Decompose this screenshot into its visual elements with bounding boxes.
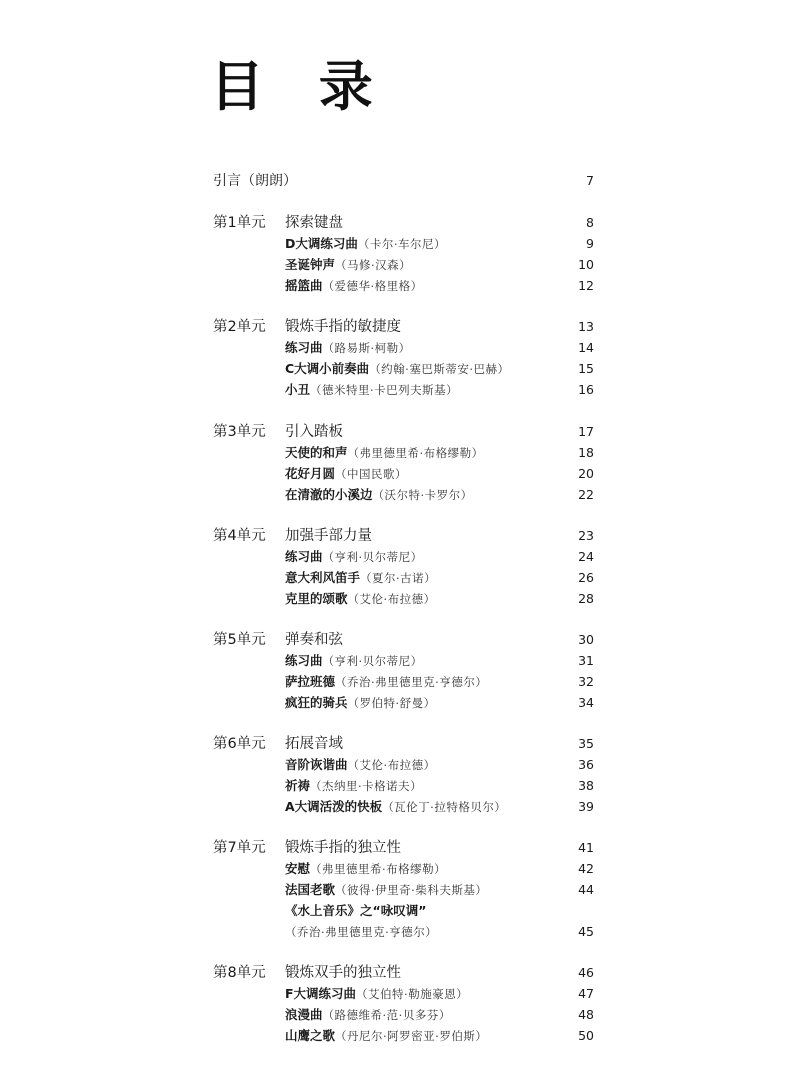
piece-entry [285, 337, 411, 359]
page-number: 48 [578, 1007, 594, 1022]
page-number: 36 [578, 757, 594, 772]
composer-name: （瓦伦丁·拉特格贝尔） [382, 800, 507, 814]
unit-title: 锻炼手指的独立性 [285, 840, 401, 856]
toc-unit-row[interactable] [0, 629, 800, 651]
piece-title: 练习曲 [285, 340, 323, 355]
toc-unit-row[interactable] [0, 962, 800, 984]
piece-title: F大调练习曲 [285, 986, 357, 1001]
composer-name: （艾伦·布拉德） [347, 758, 436, 772]
piece-title: 克里的颂歌 [285, 591, 348, 606]
unit-title: 锻炼手指的敏捷度 [285, 319, 401, 335]
toc-unit-row[interactable] [0, 525, 800, 547]
toc-item-row[interactable] [0, 484, 800, 506]
page-number: 42 [578, 861, 594, 876]
page-number: 24 [578, 549, 594, 564]
composer-name: （马修·汉森） [335, 258, 412, 272]
page-number: 34 [578, 695, 594, 710]
piece-title: 浪漫曲 [285, 1007, 323, 1022]
piece-entry [285, 442, 484, 464]
page-number: 14 [578, 340, 594, 355]
composer-name: （艾伯特·勒施豪恩） [356, 987, 469, 1001]
piece-title: 疯狂的骑兵 [285, 695, 348, 710]
composer-name: （罗伯特·舒曼） [347, 696, 436, 710]
piece-entry [285, 233, 446, 255]
piece-title: 音阶诙谐曲 [285, 757, 348, 772]
page-number: 44 [578, 882, 594, 897]
unit-number: 第7单元 [213, 840, 266, 856]
toc-unit-row[interactable] [0, 733, 800, 755]
piece-title: C大调小前奏曲 [285, 361, 370, 376]
toc-unit-row[interactable] [0, 212, 800, 234]
piece-entry [285, 671, 487, 693]
piece-entry [285, 692, 436, 714]
piece-entry [285, 796, 506, 818]
page-number: 10 [578, 257, 594, 272]
composer-name: （乔治·弗里德里克·亨德尔） [285, 925, 438, 939]
composer-name: （亨利·贝尔蒂尼） [322, 654, 423, 668]
page-number: 9 [586, 236, 594, 251]
page-number: 28 [578, 591, 594, 606]
toc-item-row[interactable] [0, 567, 800, 589]
page-number: 7 [586, 173, 594, 188]
piece-entry [285, 983, 468, 1005]
piece-title: 山鹰之歌 [285, 1028, 336, 1043]
page-number: 16 [578, 382, 594, 397]
toc-item-row[interactable] [0, 858, 800, 880]
piece-entry [285, 650, 423, 672]
composer-name: （夏尔·古诺） [360, 571, 437, 585]
toc-unit-row[interactable] [0, 421, 800, 443]
page-number: 32 [578, 674, 594, 689]
piece-title: 萨拉班德 [285, 674, 336, 689]
page-number: 13 [578, 319, 594, 334]
piece-title: 圣诞钟声 [285, 257, 336, 272]
piece-title: 天使的和声 [285, 445, 348, 460]
toc-item-row[interactable] [0, 1004, 800, 1026]
toc-item-row[interactable] [0, 588, 800, 610]
composer-name: （艾伦·布拉德） [347, 592, 436, 606]
page-number: 20 [578, 466, 594, 481]
page-number: 22 [578, 487, 594, 502]
toc-item-row[interactable] [0, 796, 800, 818]
composer-name: （弗里德里希·布格缪勒） [310, 862, 447, 876]
unit-title: 引入踏板 [285, 424, 343, 440]
piece-entry [285, 546, 423, 568]
composer-name: （沃尔特·卡罗尔） [372, 488, 473, 502]
composer-name: （杰纳里·卡格诺夫） [310, 779, 423, 793]
unit-title: 拓展音域 [285, 736, 343, 752]
intro-label: 引言（朗朗） [213, 173, 297, 189]
toc-item-row[interactable] [0, 442, 800, 464]
piece-entry [285, 463, 407, 485]
toc-item-row[interactable] [0, 254, 800, 276]
piece-entry [285, 379, 458, 401]
page-number: 15 [578, 361, 594, 376]
piece-title: 法国老歌 [285, 882, 336, 897]
piece-title: 在清澈的小溪边 [285, 487, 373, 502]
piece-title: 小丑 [285, 382, 311, 397]
unit-number: 第8单元 [213, 965, 266, 981]
toc-item-row[interactable] [0, 692, 800, 714]
unit-number: 第4单元 [213, 528, 266, 544]
composer-name: （中国民歌） [335, 467, 408, 481]
toc-item-row[interactable] [0, 754, 800, 776]
unit-title: 锻炼双手的独立性 [285, 965, 401, 981]
unit-number: 第3单元 [213, 424, 266, 440]
toc-intro-row[interactable] [0, 170, 800, 192]
composer-name: （丹尼尔·阿罗密亚·罗伯斯） [335, 1029, 488, 1043]
unit-title: 加强手部力量 [285, 528, 372, 544]
page-number: 23 [578, 528, 594, 543]
piece-entry [285, 358, 510, 380]
piece-entry [285, 588, 436, 610]
page-number: 41 [578, 840, 594, 855]
page-number: 18 [578, 445, 594, 460]
page-number: 17 [578, 424, 594, 439]
toc-item-row[interactable] [0, 275, 800, 297]
piece-title: 意大利风笛手 [285, 570, 361, 585]
piece-title: 摇篮曲 [285, 278, 323, 293]
piece-entry [285, 567, 436, 589]
composer-name: （弗里德里希·布格缪勒） [347, 446, 484, 460]
piece-title: 花好月圆 [285, 466, 336, 481]
composer-name: （卡尔·车尔尼） [357, 237, 447, 251]
unit-number: 第6单元 [213, 736, 266, 752]
toc-item-row[interactable] [0, 463, 800, 485]
page-number: 12 [578, 278, 594, 293]
toc-item-row[interactable] [0, 337, 800, 359]
page-number: 50 [578, 1028, 594, 1043]
piece-title: 祈祷 [285, 778, 311, 793]
toc-item-row[interactable] [0, 650, 800, 672]
piece-entry [285, 1025, 487, 1047]
piece-entry [285, 900, 426, 922]
composer-name: （路易斯·柯勒） [322, 341, 411, 355]
toc-item-row[interactable] [0, 546, 800, 568]
piece-entry [285, 921, 437, 943]
toc-item-row[interactable] [0, 358, 800, 380]
piece-entry [285, 254, 411, 276]
piece-entry [285, 754, 436, 776]
page-number: 46 [578, 965, 594, 980]
toc-item-row[interactable] [0, 921, 800, 943]
unit-number: 第1单元 [213, 215, 266, 231]
toc-item-row[interactable] [0, 379, 800, 401]
piece-entry [285, 275, 423, 297]
toc-item-row[interactable] [0, 233, 800, 255]
piece-entry [285, 484, 473, 506]
piece-title: 《水上音乐》之“咏叹调” [285, 903, 427, 918]
toc-unit-row[interactable] [0, 316, 800, 338]
page-number: 31 [578, 653, 594, 668]
unit-title: 弹奏和弦 [285, 632, 343, 648]
page-number: 47 [578, 986, 594, 1001]
page-number: 35 [578, 736, 594, 751]
toc-item-row[interactable] [0, 775, 800, 797]
unit-title: 探索键盘 [285, 215, 343, 231]
composer-name: （德米特里·卡巴列夫斯基） [310, 383, 459, 397]
piece-title: D大调练习曲 [285, 236, 358, 251]
toc-item-row[interactable] [0, 1025, 800, 1047]
composer-name: （路德维希·范·贝多芬） [322, 1008, 451, 1022]
toc-item-row[interactable] [0, 983, 800, 1005]
piece-entry [285, 1004, 451, 1026]
page-number: 38 [578, 778, 594, 793]
composer-name: （约翰·塞巴斯蒂安·巴赫） [369, 362, 510, 376]
piece-title: 安慰 [285, 861, 311, 876]
composer-name: （亨利·贝尔蒂尼） [322, 550, 423, 564]
toc-item-row[interactable] [0, 671, 800, 693]
composer-name: （彼得·伊里奇·柴科夫斯基） [335, 883, 488, 897]
page-number: 45 [578, 924, 594, 939]
page-number: 26 [578, 570, 594, 585]
page-title: 目 录 [210, 54, 391, 118]
piece-title: A大调活泼的快板 [285, 799, 383, 814]
page-number: 8 [586, 215, 594, 230]
unit-number: 第2单元 [213, 319, 266, 335]
piece-title: 练习曲 [285, 653, 323, 668]
piece-entry [285, 858, 446, 880]
toc-item-row[interactable] [0, 879, 800, 901]
composer-name: （爱德华·格里格） [322, 279, 423, 293]
unit-number: 第5单元 [213, 632, 266, 648]
piece-title: 练习曲 [285, 549, 323, 564]
piece-entry [285, 879, 487, 901]
page-number: 30 [578, 632, 594, 647]
piece-entry [285, 775, 422, 797]
page-number: 39 [578, 799, 594, 814]
toc-unit-row[interactable] [0, 837, 800, 859]
toc-item-row[interactable] [0, 900, 800, 922]
composer-name: （乔治·弗里德里克·亨德尔） [335, 675, 488, 689]
